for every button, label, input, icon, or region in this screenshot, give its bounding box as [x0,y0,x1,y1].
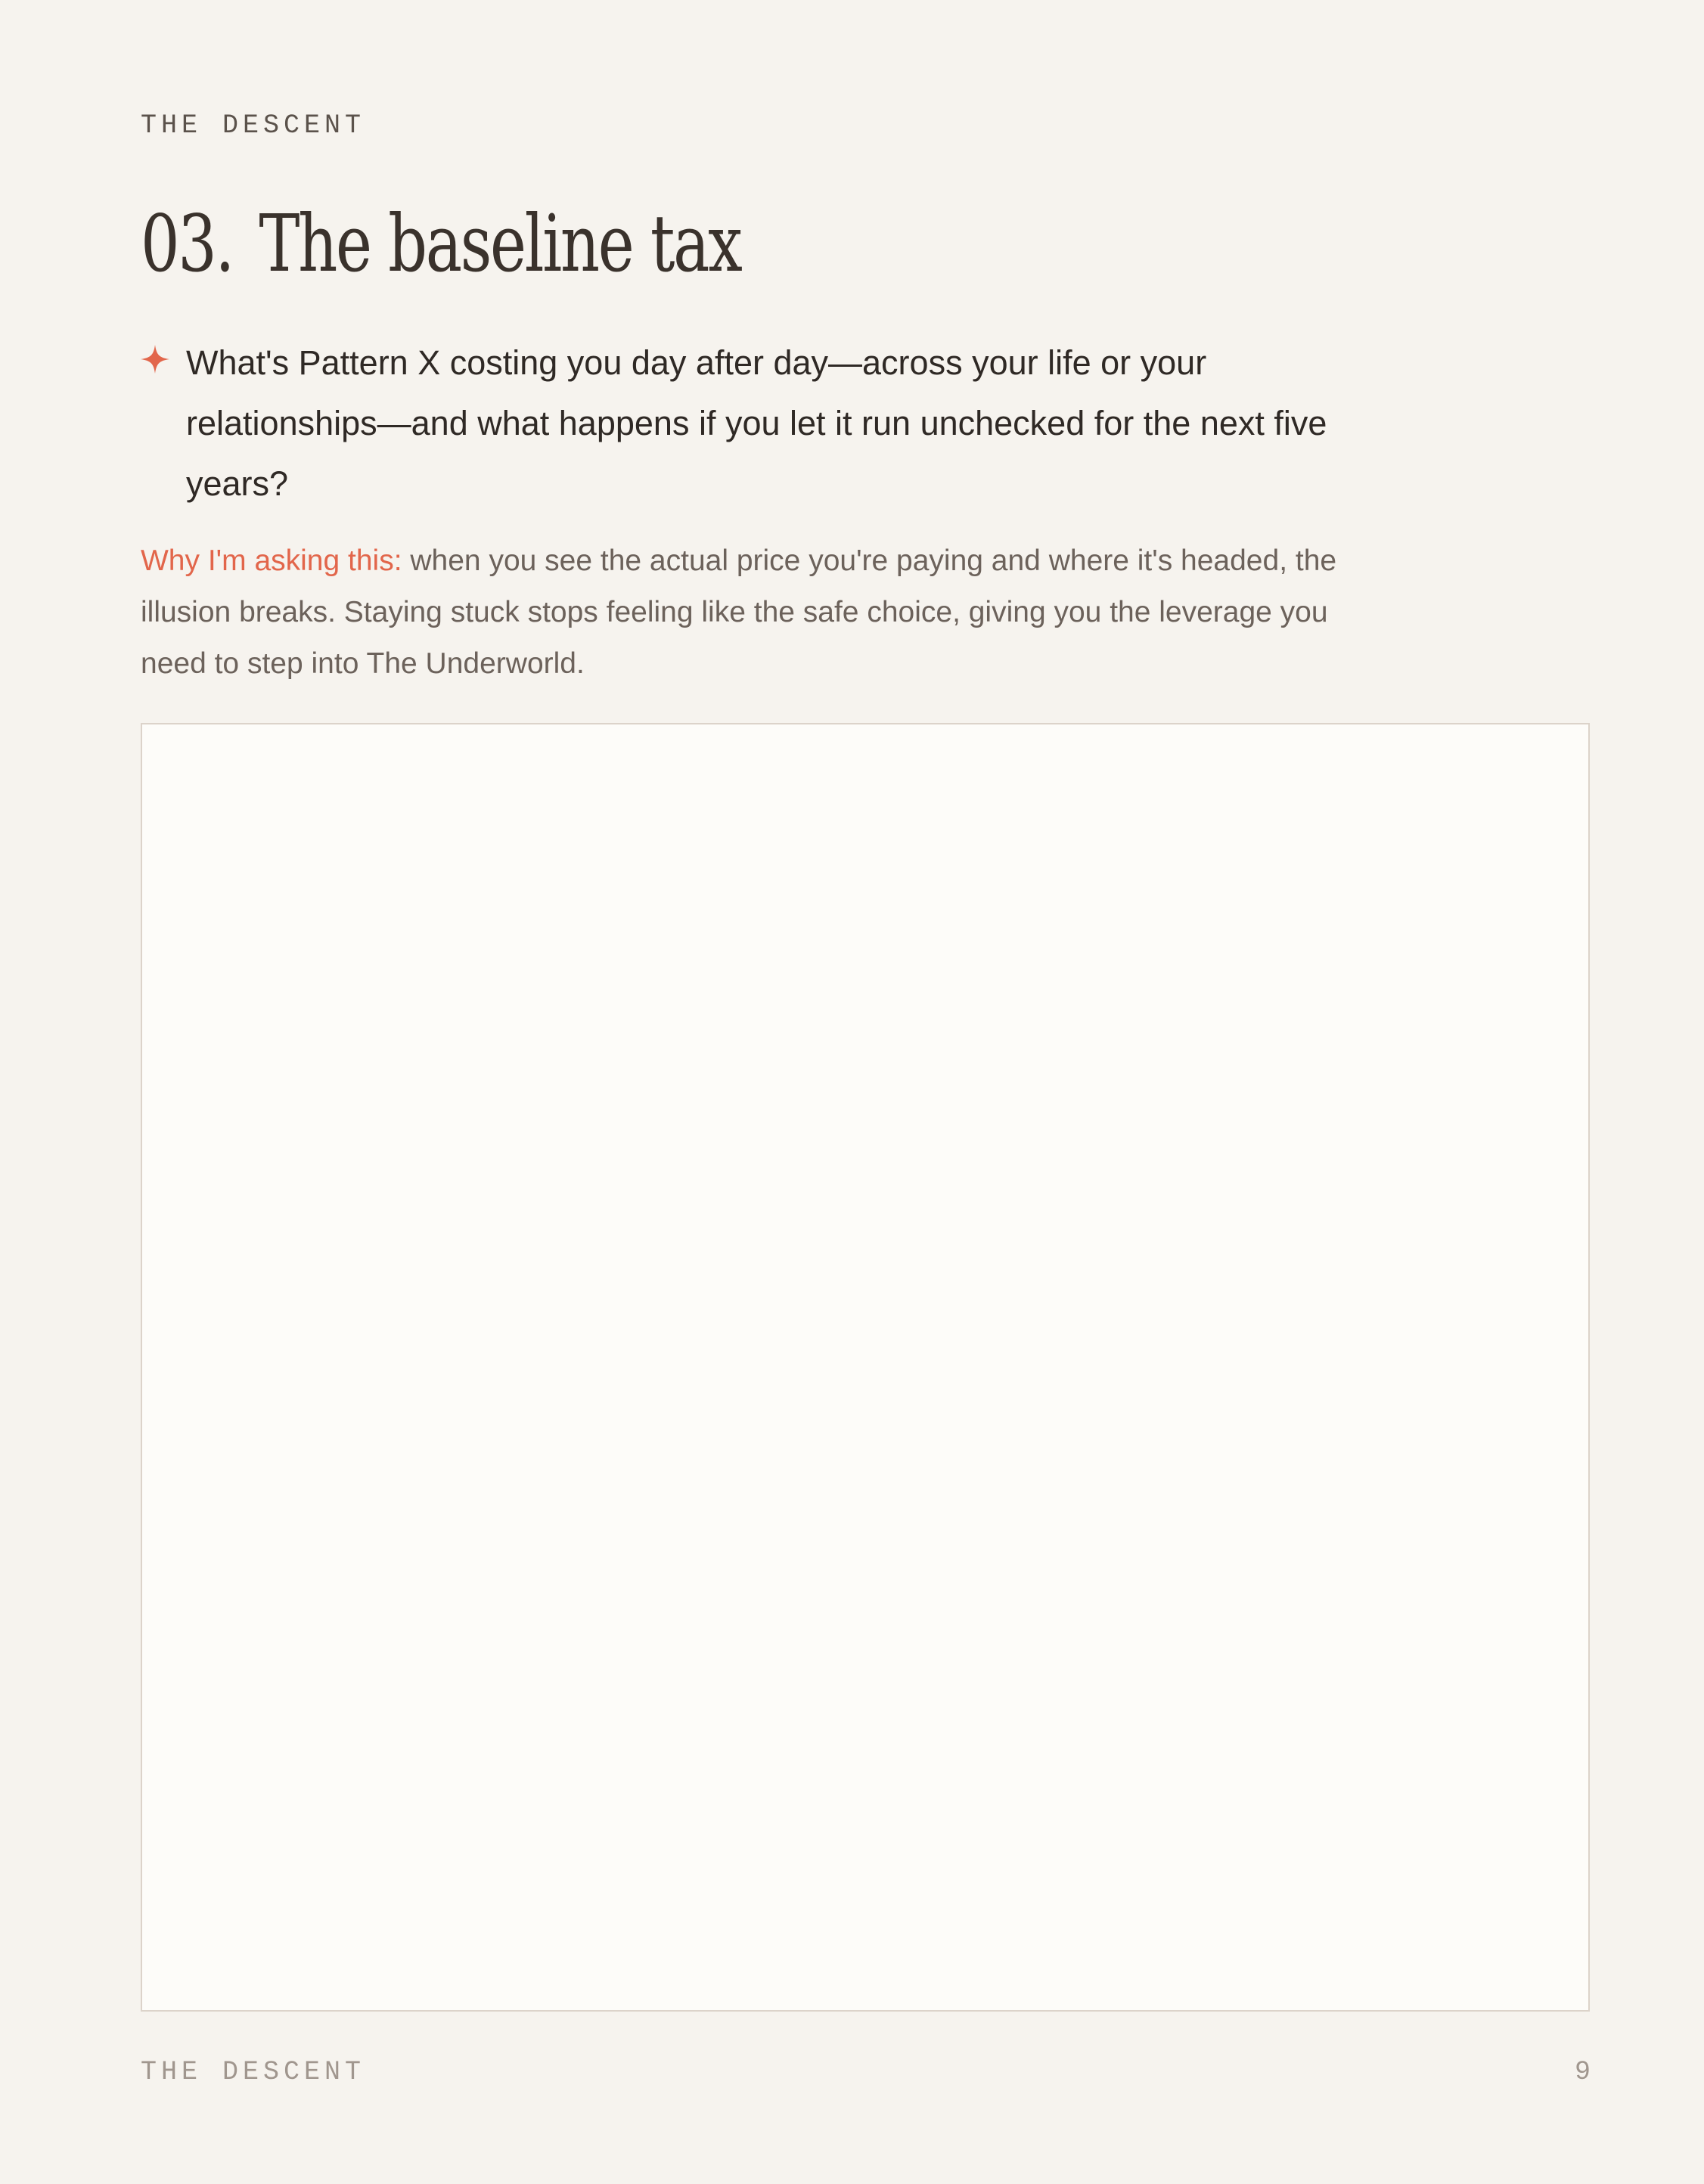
answer-writing-box[interactable] [141,723,1590,2012]
running-foot: THE DESCENT [141,2057,366,2087]
rationale [141,535,1366,690]
four-point-star-icon [141,345,169,374]
section-title [141,197,741,290]
section-title-text: The baseline tax [259,197,741,290]
rationale-text: when you see the actual price you're paying and where it's headed, the illusion breaks. Staying stuck stops feeling like the safe choice, giving you the leverage you need to step into The Underworld. [141,544,1337,680]
rationale-label: Why I'm asking this: [141,544,402,577]
question-text: What's Pattern X costing you day after day—across your life or your relationships—and what happens if you let it run unchecked for the next five years? [186,343,1327,503]
prompt-question [141,333,1366,514]
running-head: THE DESCENT [141,110,366,141]
page-number: 9 [1574,2057,1591,2087]
section-number: 03. [141,197,233,290]
